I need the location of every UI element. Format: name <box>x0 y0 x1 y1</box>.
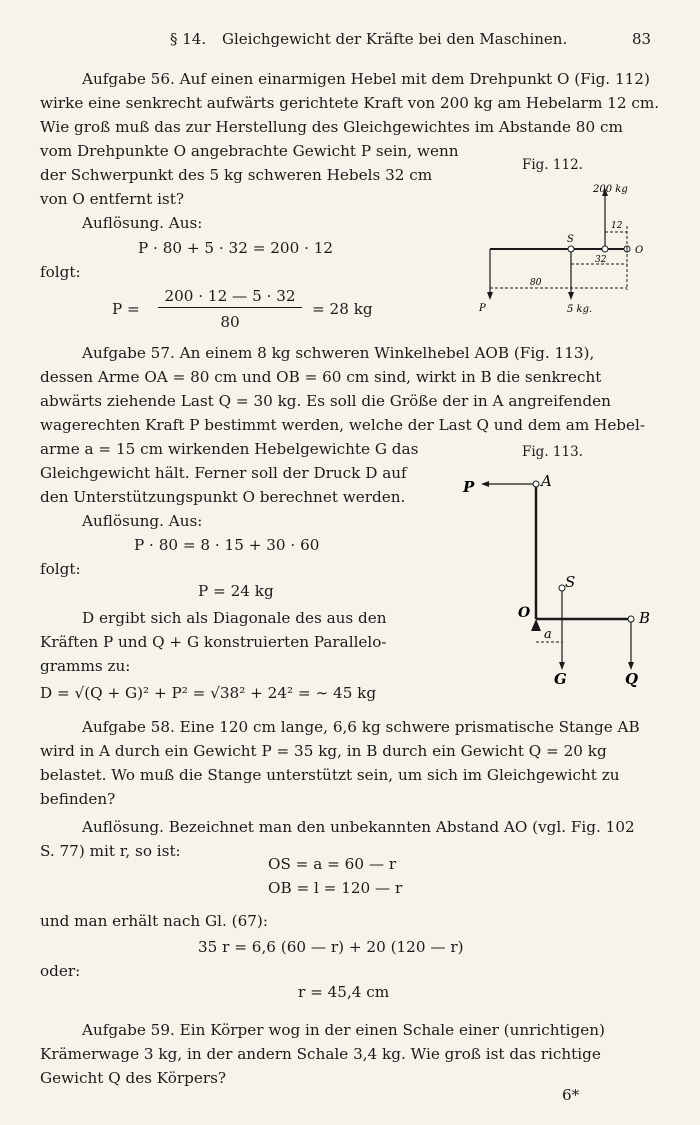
fig112-label-o: O <box>635 245 644 256</box>
a56-line-2: wirke eine senkrecht aufwärts gerichtete Kraft von 200 kg am Hebelarm 12 cm. <box>40 94 660 112</box>
fig113-label-s: S <box>565 573 576 591</box>
a58-eq-main: 35 r = 6,6 (60 — r) + 20 (120 — r) <box>198 938 464 956</box>
fig112-d32: 32 <box>595 255 607 265</box>
a56-line-5: der Schwerpunkt des 5 kg schweren Hebels 32 cm <box>40 166 433 184</box>
fig113-label-o: O <box>518 605 531 621</box>
a56-eq2-denominator: 80 <box>220 313 240 331</box>
fig112-d80: 80 <box>530 278 542 288</box>
point-force <box>602 246 608 252</box>
fig112-weight-label: 5 kg. <box>567 304 593 315</box>
fig113-label-a-small: a <box>544 627 552 642</box>
fig113-label-a: A <box>541 472 552 490</box>
a58-line-5: Auflösung. Bezeichnet man den unbekannten Abstand AO (vgl. Fig. 102 <box>82 818 635 836</box>
a56-aufloesung: Auflösung. Aus: <box>82 214 203 232</box>
a57-line-2: dessen Arme OA = 80 cm und OB = 60 cm sind, wirkt in B die senkrecht <box>40 368 602 386</box>
fig113-diagram <box>455 470 665 690</box>
fig112-label-s: S <box>567 234 574 245</box>
fig113-label-g: G <box>554 670 567 688</box>
fig112-caption: Fig. 112. <box>522 157 583 173</box>
a58-eq-r: r = 45,4 cm <box>298 983 390 1001</box>
fig112-diagram <box>475 178 655 323</box>
a57-line-7: den Unterstützungspunkt O berechnet werden. <box>40 488 406 506</box>
a57-d-line-2: Kräften P und Q + G konstruierten Parallelo- <box>40 633 387 651</box>
fig112-force-label: 200 kg <box>593 184 628 195</box>
fig112-label-p: P <box>479 303 486 314</box>
section-number: § 14. <box>170 30 207 48</box>
a58-line-6: S. 77) mit r, so ist: <box>40 842 181 860</box>
a58-line-4: befinden? <box>40 790 116 808</box>
a58-line-2: wird in A durch ein Gewicht P = 35 kg, in B durch ein Gewicht Q = 20 kg <box>40 742 607 760</box>
point-a <box>533 481 539 487</box>
support-o <box>531 619 541 631</box>
a56-line-6: von O entfernt ist? <box>40 190 184 208</box>
a57-line-6: Gleichgewicht hält. Ferner soll der Druck D auf <box>40 464 407 482</box>
a56-line-4: vom Drehpunkte O angebrachte Gewicht P sein, wenn <box>40 142 459 160</box>
point-b <box>628 616 634 622</box>
a57-equation-3: D = √(Q + G)² + P² = √38² + 24² = ∼ 45 kg <box>40 684 377 702</box>
a58-eq-ob: OB = l = 120 — r <box>268 879 403 897</box>
fraction-bar <box>158 307 302 308</box>
signature-mark: 6* <box>562 1086 580 1104</box>
a57-aufloesung: Auflösung. Aus: <box>82 512 203 530</box>
fig113-label-b: B <box>639 609 651 627</box>
a57-line-3: abwärts ziehende Last Q = 30 kg. Es soll die Größe der in A angreifenden <box>40 392 611 410</box>
a56-eq2-numerator: 200 · 12 — 5 · 32 <box>164 287 296 305</box>
a56-folgt: folgt: <box>40 263 81 281</box>
fig113-label-q: Q <box>625 670 639 688</box>
a57-equation-2: P = 24 kg <box>198 582 274 600</box>
a57-d-line-3: gramms zu: <box>40 657 131 675</box>
a57-line-5: arme a = 15 cm wirkenden Hebelgewichte G das <box>40 440 419 458</box>
a56-eq2-rhs: = 28 kg <box>312 300 373 318</box>
a58-oder: oder: <box>40 962 81 980</box>
running-title: Gleichgewicht der Kräfte bei den Maschinen. <box>222 30 568 48</box>
point-s <box>568 246 574 252</box>
a57-folgt: folgt: <box>40 560 81 578</box>
a59-line-3: Gewicht Q des Körpers? <box>40 1069 227 1087</box>
a57-line-4: wagerechten Kraft P bestimmt werden, welche der Last Q und dem am Hebel- <box>40 416 646 434</box>
a57-line-1: Aufgabe 57. An einem 8 kg schweren Winkelhebel AOB (Fig. 113), <box>82 344 595 362</box>
a56-line-3: Wie groß muß das zur Herstellung des Gleichgewichtes im Abstande 80 cm <box>40 118 623 136</box>
page-number: 83 <box>632 30 652 48</box>
a58-line-3: belastet. Wo muß die Stange unterstützt sein, um sich im Gleichgewicht zu <box>40 766 620 784</box>
a57-equation-1: P · 80 = 8 · 15 + 30 · 60 <box>134 536 320 554</box>
fig113-label-p: P <box>463 478 475 496</box>
a56-eq2-lhs: P = <box>112 300 140 318</box>
a59-line-1: Aufgabe 59. Ein Körper wog in der einen Schale einer (unrichtigen) <box>82 1021 605 1039</box>
a56-equation-1: P · 80 + 5 · 32 = 200 · 12 <box>138 239 334 257</box>
a59-line-2: Krämerwage 3 kg, in der andern Schale 3,4 kg. Wie groß ist das richtige <box>40 1045 601 1063</box>
a58-line-1: Aufgabe 58. Eine 120 cm lange, 6,6 kg schwere prismatische Stange AB <box>82 718 640 736</box>
fig112-d12: 12 <box>611 221 623 231</box>
a58-eq-os: OS = a = 60 — r <box>268 855 397 873</box>
a58-text-2: und man erhält nach Gl. (67): <box>40 912 268 930</box>
a57-d-line-1: D ergibt sich als Diagonale des aus den <box>82 609 387 627</box>
a56-line-1: Aufgabe 56. Auf einen einarmigen Hebel mit dem Drehpunkt O (Fig. 112) <box>82 70 650 88</box>
fig113-caption: Fig. 113. <box>522 444 583 460</box>
